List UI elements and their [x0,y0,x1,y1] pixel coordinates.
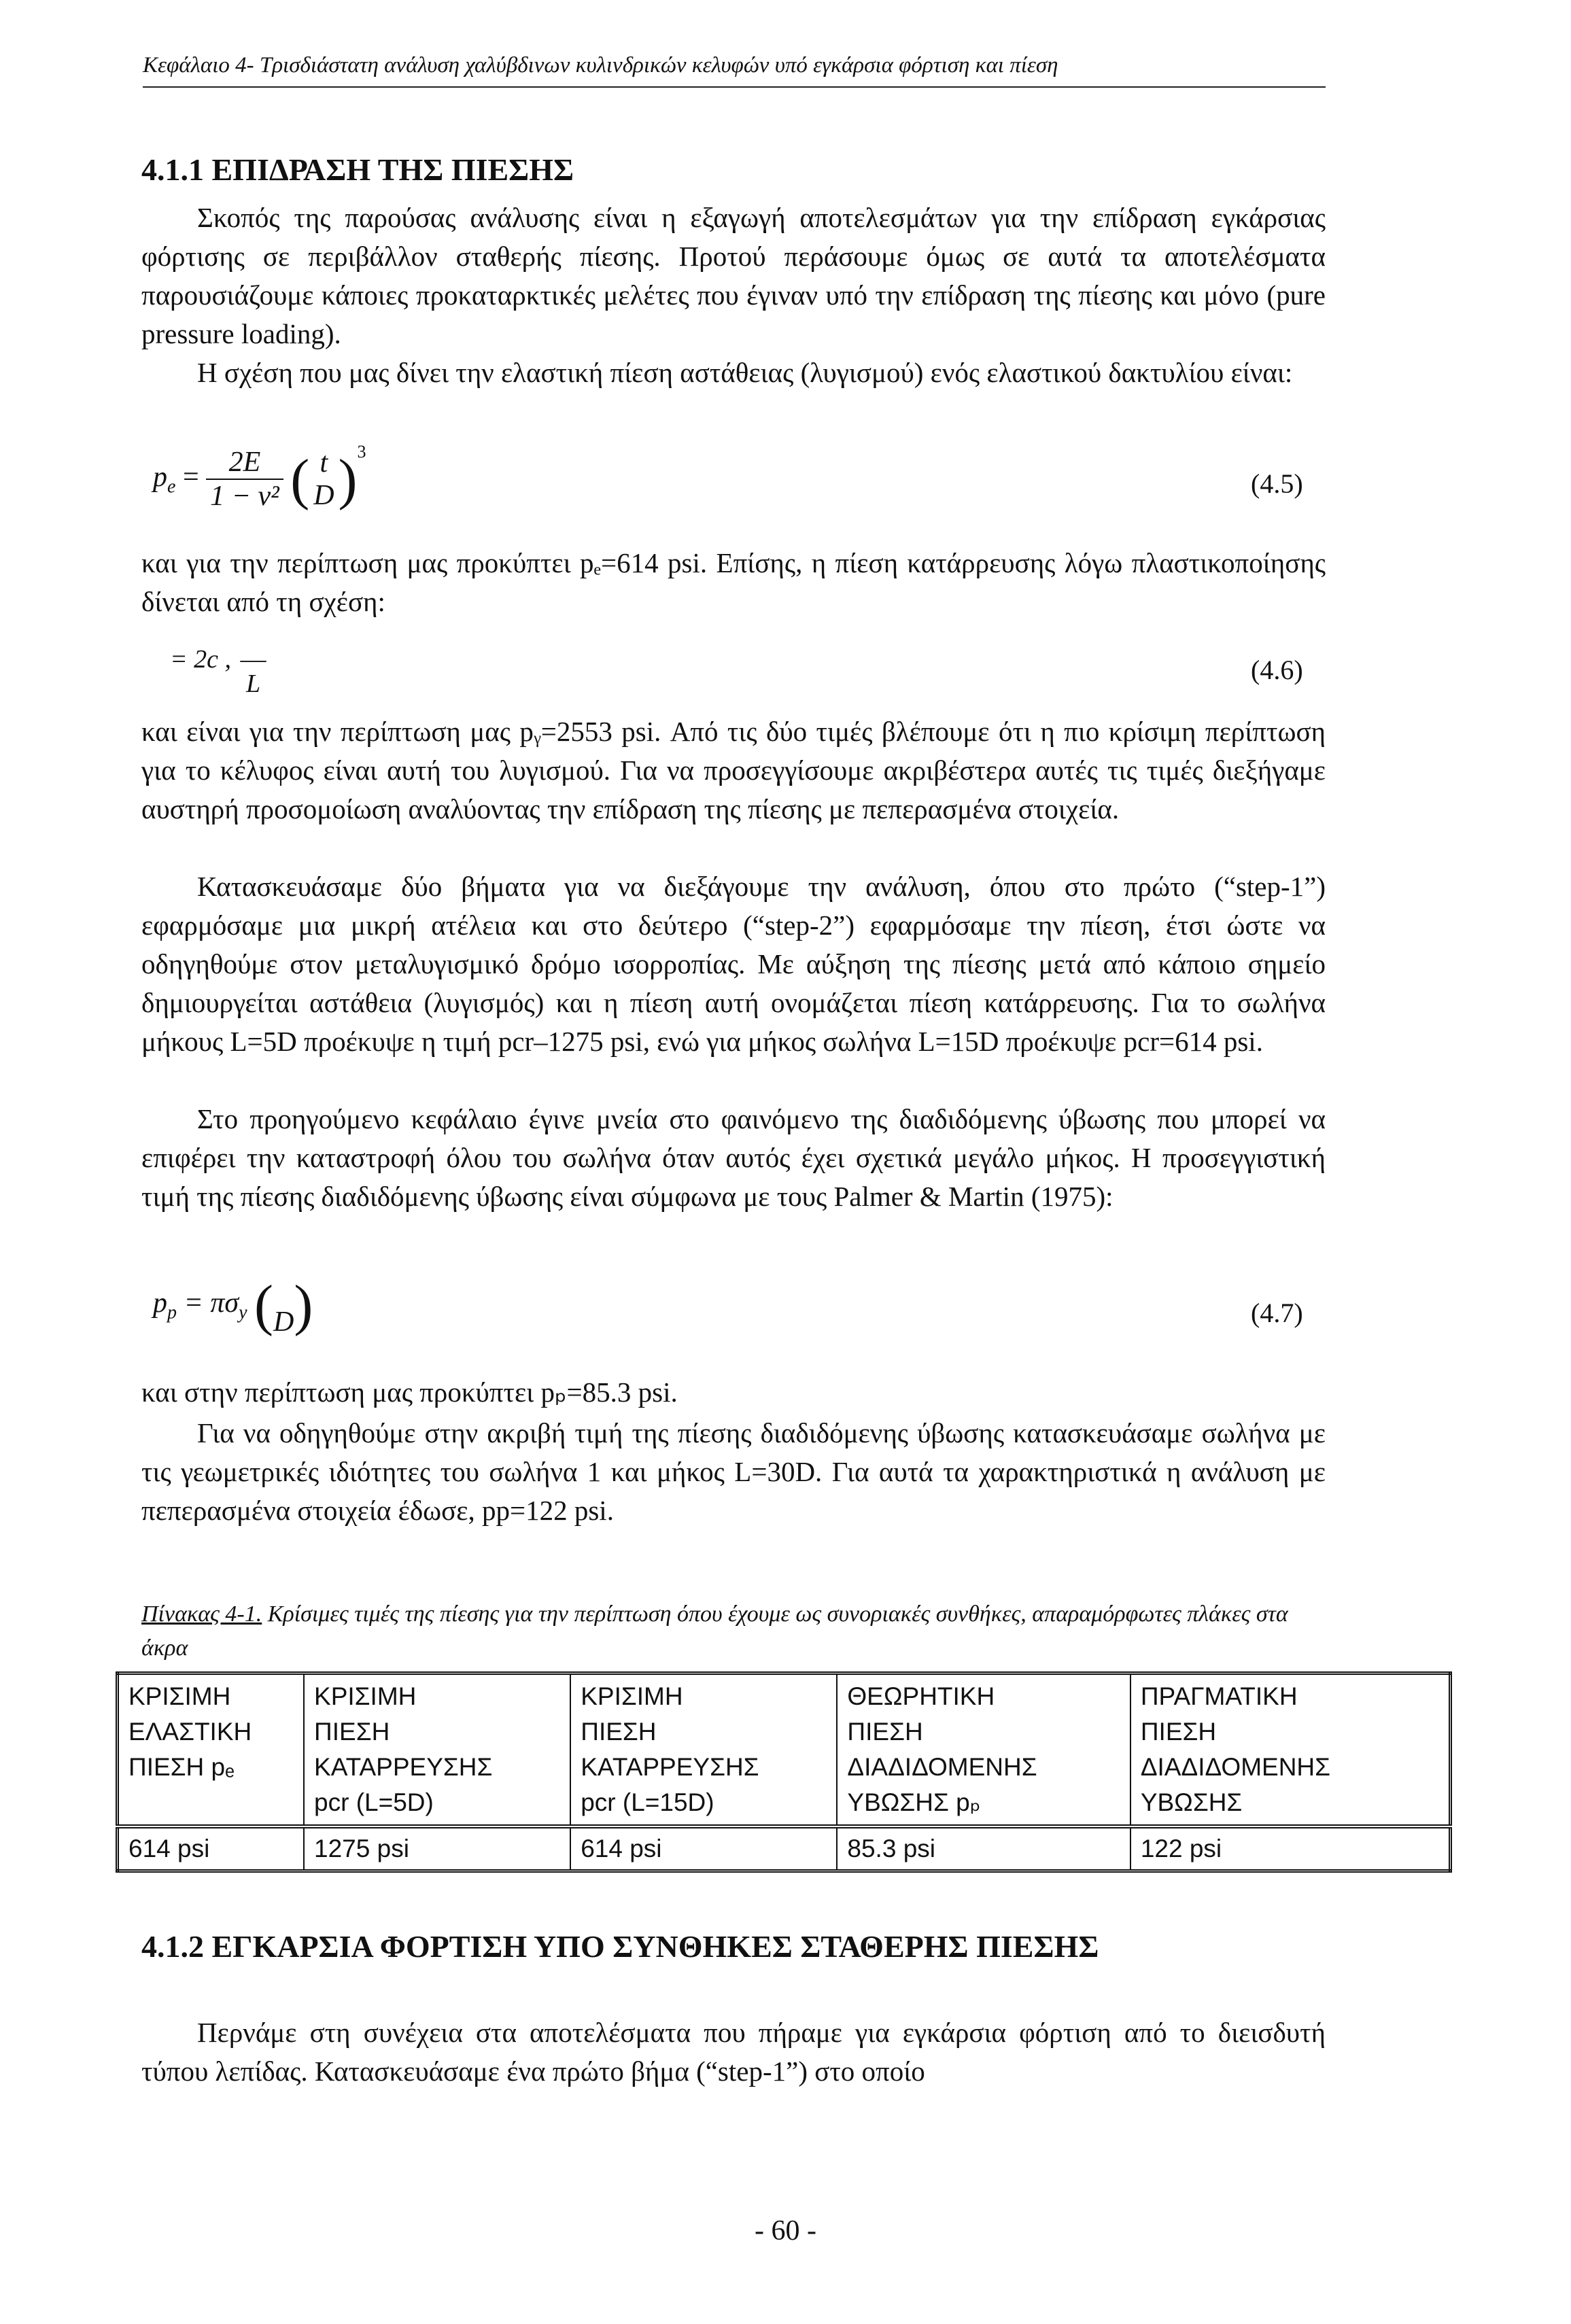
table-caption [141,1597,1326,1665]
table-cell: 614 psi [118,1826,305,1871]
eq-inner-fraction [309,447,338,512]
table-header-cell [304,1673,570,1827]
header-line: ΠΙΕΣΗ [1140,1718,1217,1746]
header-line: ΠΙΕΣΗ [847,1718,923,1746]
table-caption-label: Πίνακας 4-1. [141,1601,262,1627]
header-line: ΔΙΑΔΙΔΟΜΕΝΗΣ [1140,1753,1331,1781]
section-title: 4.1.1 ΕΠΙΔΡΑΣΗ ΤΗΣ ΠΙΕΣΗΣ [141,152,574,187]
header-line: ΚΡΙΣΙΜΗ [581,1682,683,1710]
equation-label: (4.7) [1251,1298,1303,1328]
eq-numerator: 2E [206,446,283,480]
eq-rhs: = πσ [184,1287,239,1319]
header-line: ΘΕΩΡΗΤΙΚΗ [847,1682,995,1710]
paragraph: Σκοπός της παρούσας ανάλυσης είναι η εξαγωγή αποτελεσμάτων για την επίδραση εγκάρσιας φόρτισης σε περιβάλλον σταθερής πίεσης. Προτού περάσουμε όμως σε αυτά τα αποτελέσματα παρουσιάζουμε κάποιες προκαταρκτικές μελέτες που έγιναν υπό την επίδραση της πίεσης και μόνο (pure pressure loading). [141,202,1326,349]
table-header-cell [570,1673,837,1827]
paragraph: Η σχέση που μας δίνει την ελαστική πίεση αστάθειας (λυγισμού) ενός ελαστικού δακτυλίου είναι: [197,357,1293,388]
equation-4-7: $p_p = \pi\sigma_y$ (D) [153,1274,313,1338]
table-header-row [118,1673,1451,1827]
table-cell: 1275 psi [304,1826,570,1871]
eq-fraction [206,446,283,513]
paragraph: Για να οδηγηθούμε στην ακριβή τιμή της πίεσης διαδιδόμενης ύβωσης κατασκευάσαμε σωλήνα με τις γεωμετρικές ιδιότητες του σωλήνα 1 και μήκος L=30D. Για αυτά τα χαρακτηριστικά η ανάλυση με πεπερασμένα στοιχεία έδωσε, pp=122 psi. [141,1417,1326,1526]
eq-lhs-sub: e [167,476,176,498]
header-line [128,1785,294,1820]
eq-bar: — [240,645,266,674]
critical-pressure-table [116,1671,1452,1873]
table-header-cell [1130,1673,1451,1827]
header-line: pcr (L=5D) [314,1788,434,1816]
table-cell: 614 psi [570,1826,837,1871]
header-line: ΚΡΙΣΙΜΗ [314,1682,417,1710]
paragraph: και στην περίπτωση μας προκύπτει pₚ=85.3 psi. [141,1376,678,1408]
header-line: ΠΙΕΣΗ [581,1718,657,1746]
eq-inner-denominator: D [313,480,334,512]
eq-inner-denominator: D [273,1306,294,1338]
equation-4-6 [170,644,266,699]
header-line: ΚΑΤΑΡΡΕΥΣΗΣ [581,1753,759,1781]
paragraph: και είναι για την περίπτωση μας pᵧ=2553 psi. Από τις δύο τιμές βλέπουμε ότι η πιο κρίσιμη περίπτωση για το κέλυφος είναι αυτή του λυγισμού. Για να προσεγγίσουμε ακριβέστερα αυτές τις τιμές διεξήγαμε αυστηρή προσομοίωση αναλύοντας την επίδραση της πίεσης με πεπερασμένα στοιχεία. [141,716,1326,825]
table-caption-text: Κρίσιμες τιμές της πίεσης για την περίπτωση όπου έχουμε ως συνοριακές συνθήκες, απαραμόρφωτες πλάκες στα άκρα [141,1601,1288,1661]
header-line: ΥΒΩΣΗΣ pₚ [847,1788,981,1816]
paragraph: Περνάμε στη συνέχεια στα αποτελέσματα που πήραμε για εγκάρσια φόρτιση από το διεισδυτή τύπου λεπίδας. Κατασκευάσαμε ένα πρώτο βήμα (“step-1”) στο οποίο [141,2017,1326,2087]
eq-denominator: L [245,670,261,698]
table-cell: 85.3 psi [837,1826,1130,1871]
running-header: Κεφάλαιο 4- Τρισδιάστατη ανάλυση χαλύβδινων κυλινδρικών κελυφών υπό εγκάρσια φόρτιση και πίεση [143,53,1326,88]
header-line: ΚΡΙΣΙΜΗ [128,1682,231,1710]
eq-exponent: 3 [357,442,366,462]
table-header-cell [118,1673,305,1827]
equation-4-5: $p_e$ = $\frac{2E}{\text{1 − ν²}}$ ( t D )$^3$ [153,442,366,513]
eq-lhs: p [153,1287,167,1319]
header-line: ΔΙΑΔΙΔΟΜΕΝΗΣ [847,1753,1037,1781]
eq-inner-numerator: t [320,447,328,479]
table-cell: 122 psi [1130,1826,1451,1871]
section-title: 4.1.2 ΕΓΚΑΡΣΙΑ ΦΟΡΤΙΣΗ ΥΠΟ ΣΥΝΘΗΚΕΣ ΣΤΑΘΕΡΗΣ ΠΙΕΣΗΣ [141,1929,1099,1964]
eq-lhs: p [153,462,167,493]
paragraph: Κατασκευάσαμε δύο βήματα για να διεξάγουμε την ανάλυση, όπου στο πρώτο (“step-1”) εφαρμόσαμε μια μικρή ατέλεια και στο δεύτερο (“step-2”) εφαρμόσαμε την πίεση, έτσι ώστε να οδηγηθούμε στον μεταλυγισμικό δρόμο ισορροπίας. Με αύξηση της πίεσης μετά από κάποιο σημείο δημιουργείται αστάθεια (λυγισμός) και η πίεση αυτή ονομάζεται πίεση κατάρρευσης. Για το σωλήνα μήκους L=5D προέκυψε η τιμή pcr–1275 psi, ενώ για μήκος σωλήνα L=15D προέκυψε pcr=614 psi. [141,871,1326,1057]
equation-label: (4.5) [1251,468,1303,499]
table-header-cell [837,1673,1130,1827]
header-line: ΠΙΕΣΗ [314,1718,390,1746]
page-number: - 60 - [755,2215,816,2247]
paragraph: Στο προηγούμενο κεφάλαιο έγινε μνεία στο φαινόμενο της διαδιδόμενης ύβωσης που μπορεί να επιφέρει την καταστροφή όλου του σωλήνα όταν αυτός έχει σχετικά μεγάλο μήκος. Η προσεγγιστική τιμή της πίεσης διαδιδόμενης ύβωσης είναι σύμφωνα με τους Palmer & Martin (1975): [141,1103,1326,1212]
eq-lhs-sub: p [167,1302,177,1323]
eq-rhs-sub: y [239,1302,247,1323]
eq-denominator: 1 − ν² [210,481,279,513]
header-line: ΠΡΑΓΜΑΤΙΚΗ [1140,1682,1298,1710]
header-line: ΕΛΑΣΤΙΚΗ [128,1718,252,1746]
header-line: ΥΒΩΣΗΣ [1140,1788,1243,1816]
header-line: ΚΑΤΑΡΡΕΥΣΗΣ [314,1753,493,1781]
header-line: ΠΙΕΣΗ pₑ [128,1753,235,1781]
paragraph: και για την περίπτωση μας προκύπτει pₑ=614 psi. Επίσης, η πίεση κατάρρευσης λόγω πλαστικοποίησης δίνεται από τη σχέση: [141,547,1326,617]
eq-text: = 2c , [170,645,232,674]
equation-label: (4.6) [1251,655,1303,685]
table-row [118,1826,1451,1871]
header-line: pcr (L=15D) [581,1788,714,1816]
